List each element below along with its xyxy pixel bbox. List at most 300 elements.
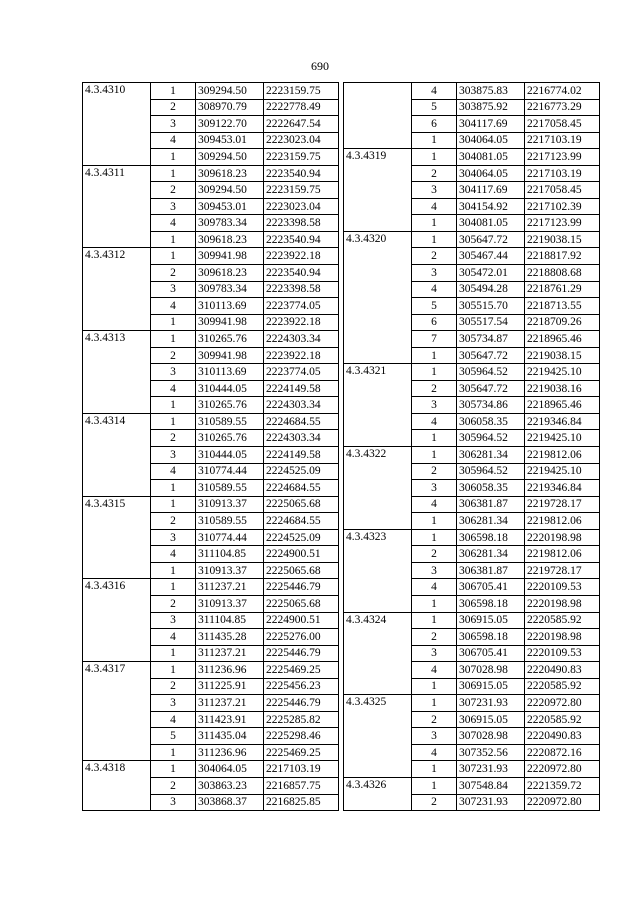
table-row <box>83 794 339 811</box>
y-coordinate-cell: 2224684.55 <box>264 513 339 530</box>
y-coordinate-cell: 2220585.92 <box>525 711 600 728</box>
table-row <box>83 496 339 513</box>
x-coordinate-cell: 304117.69 <box>457 116 525 133</box>
y-coordinate-cell: 2224684.55 <box>264 480 339 497</box>
y-coordinate-cell: 2218713.55 <box>525 298 600 315</box>
x-coordinate-cell: 307028.98 <box>457 662 525 679</box>
parcel-id-cell <box>344 331 412 348</box>
y-coordinate-cell: 2223774.05 <box>264 298 339 315</box>
point-number-cell: 4 <box>151 215 196 232</box>
x-coordinate-cell: 304117.69 <box>457 182 525 199</box>
table-row <box>344 695 600 712</box>
x-coordinate-cell: 310113.69 <box>196 298 264 315</box>
parcel-id-cell <box>83 397 151 414</box>
table-row <box>83 198 339 215</box>
x-coordinate-cell: 307548.84 <box>457 777 525 794</box>
point-number-cell: 2 <box>412 380 457 397</box>
x-coordinate-cell: 304064.05 <box>196 761 264 778</box>
x-coordinate-cell: 310913.37 <box>196 562 264 579</box>
point-number-cell: 1 <box>151 231 196 248</box>
table-row <box>344 281 600 298</box>
y-coordinate-cell: 2224303.34 <box>264 397 339 414</box>
point-number-cell: 4 <box>151 132 196 149</box>
y-coordinate-cell: 2217103.19 <box>525 132 600 149</box>
parcel-id-cell <box>83 447 151 464</box>
table-row <box>344 728 600 745</box>
x-coordinate-cell: 309294.50 <box>196 182 264 199</box>
parcel-id-cell <box>83 645 151 662</box>
point-number-cell: 1 <box>151 83 196 100</box>
point-number-cell: 4 <box>412 579 457 596</box>
point-number-cell: 3 <box>151 116 196 133</box>
y-coordinate-cell: 2224900.51 <box>264 612 339 629</box>
point-number-cell: 1 <box>412 529 457 546</box>
table-row <box>344 595 600 612</box>
x-coordinate-cell: 310444.05 <box>196 447 264 464</box>
x-coordinate-cell: 306598.18 <box>457 595 525 612</box>
table-row <box>83 165 339 182</box>
parcel-id-cell <box>83 132 151 149</box>
y-coordinate-cell: 2223922.18 <box>264 314 339 331</box>
table-row <box>344 777 600 794</box>
point-number-cell: 2 <box>412 248 457 265</box>
point-number-cell: 1 <box>412 132 457 149</box>
point-number-cell: 4 <box>412 662 457 679</box>
point-number-cell: 1 <box>412 695 457 712</box>
table-row <box>344 116 600 133</box>
x-coordinate-cell: 305964.52 <box>457 463 525 480</box>
x-coordinate-cell: 311423.91 <box>196 711 264 728</box>
parcel-id-cell <box>83 347 151 364</box>
y-coordinate-cell: 2218808.68 <box>525 265 600 282</box>
y-coordinate-cell: 2217123.99 <box>525 215 600 232</box>
parcel-id-cell <box>344 562 412 579</box>
x-coordinate-cell: 308970.79 <box>196 99 264 116</box>
parcel-id-cell <box>83 281 151 298</box>
table-row <box>344 347 600 364</box>
table-row <box>344 215 600 232</box>
x-coordinate-cell: 309453.01 <box>196 198 264 215</box>
point-number-cell: 3 <box>412 645 457 662</box>
table-row <box>83 480 339 497</box>
x-coordinate-cell: 303868.37 <box>196 794 264 811</box>
y-coordinate-cell: 2225065.68 <box>264 562 339 579</box>
x-coordinate-cell: 306281.34 <box>457 513 525 530</box>
y-coordinate-cell: 2220198.98 <box>525 595 600 612</box>
y-coordinate-cell: 2219812.06 <box>525 513 600 530</box>
parcel-id-cell <box>83 794 151 811</box>
parcel-id-cell <box>344 430 412 447</box>
parcel-id-cell <box>83 678 151 695</box>
y-coordinate-cell: 2224149.58 <box>264 380 339 397</box>
x-coordinate-cell: 310265.76 <box>196 397 264 414</box>
table-row <box>83 265 339 282</box>
point-number-cell: 2 <box>412 711 457 728</box>
parcel-id-cell <box>83 529 151 546</box>
parcel-id-cell <box>83 198 151 215</box>
parcel-id-cell <box>344 281 412 298</box>
table-row <box>344 579 600 596</box>
parcel-id-cell <box>83 546 151 563</box>
x-coordinate-cell: 307231.93 <box>457 794 525 811</box>
parcel-id-cell <box>344 413 412 430</box>
x-coordinate-cell: 305467.44 <box>457 248 525 265</box>
table-row <box>344 248 600 265</box>
y-coordinate-cell: 2218709.26 <box>525 314 600 331</box>
table-row <box>83 215 339 232</box>
x-coordinate-cell: 311435.28 <box>196 629 264 646</box>
table-row <box>83 331 339 348</box>
parcel-id-cell <box>83 728 151 745</box>
parcel-id-cell <box>344 761 412 778</box>
x-coordinate-cell: 311236.96 <box>196 744 264 761</box>
point-number-cell: 4 <box>412 83 457 100</box>
parcel-id-cell <box>344 380 412 397</box>
y-coordinate-cell: 2223159.75 <box>264 149 339 166</box>
parcel-id-cell <box>344 595 412 612</box>
parcel-id-cell <box>344 463 412 480</box>
parcel-id-cell <box>344 83 412 100</box>
x-coordinate-cell: 305494.28 <box>457 281 525 298</box>
parcel-id-cell <box>83 612 151 629</box>
table-row <box>344 562 600 579</box>
x-coordinate-cell: 304154.92 <box>457 198 525 215</box>
point-number-cell: 4 <box>412 496 457 513</box>
parcel-id-cell: 4.3.4325 <box>344 695 412 712</box>
parcel-id-cell <box>344 215 412 232</box>
table-row <box>344 711 600 728</box>
x-coordinate-cell: 306915.05 <box>457 711 525 728</box>
y-coordinate-cell: 2219346.84 <box>525 480 600 497</box>
x-coordinate-cell: 305734.86 <box>457 397 525 414</box>
table-row <box>83 281 339 298</box>
y-coordinate-cell: 2223398.58 <box>264 215 339 232</box>
x-coordinate-cell: 306058.35 <box>457 413 525 430</box>
point-number-cell: 4 <box>151 380 196 397</box>
parcel-id-cell <box>83 562 151 579</box>
y-coordinate-cell: 2216857.75 <box>264 777 339 794</box>
point-number-cell: 2 <box>412 794 457 811</box>
y-coordinate-cell: 2220109.53 <box>525 579 600 596</box>
y-coordinate-cell: 2223540.94 <box>264 231 339 248</box>
y-coordinate-cell: 2219812.06 <box>525 546 600 563</box>
table-row <box>83 645 339 662</box>
point-number-cell: 1 <box>151 165 196 182</box>
table-row <box>83 380 339 397</box>
parcel-id-cell <box>344 579 412 596</box>
point-number-cell: 4 <box>412 413 457 430</box>
y-coordinate-cell: 2220872.16 <box>525 744 600 761</box>
x-coordinate-cell: 306915.05 <box>457 678 525 695</box>
x-coordinate-cell: 305515.70 <box>457 298 525 315</box>
table-row <box>83 83 339 100</box>
x-coordinate-cell: 309783.34 <box>196 215 264 232</box>
parcel-id-cell <box>83 711 151 728</box>
parcel-id-cell <box>83 215 151 232</box>
parcel-id-cell <box>83 265 151 282</box>
y-coordinate-cell: 2225446.79 <box>264 645 339 662</box>
parcel-id-cell <box>83 99 151 116</box>
table-row <box>344 132 600 149</box>
point-number-cell: 3 <box>151 612 196 629</box>
parcel-id-cell: 4.3.4323 <box>344 529 412 546</box>
table-row <box>83 777 339 794</box>
table-row <box>344 198 600 215</box>
x-coordinate-cell: 303863.23 <box>196 777 264 794</box>
x-coordinate-cell: 305647.72 <box>457 380 525 397</box>
y-coordinate-cell: 2224303.34 <box>264 331 339 348</box>
y-coordinate-cell: 2223398.58 <box>264 281 339 298</box>
parcel-id-cell <box>344 728 412 745</box>
coordinates-table-left <box>82 82 339 811</box>
table-row <box>83 314 339 331</box>
x-coordinate-cell: 309294.50 <box>196 83 264 100</box>
table-row <box>83 149 339 166</box>
y-coordinate-cell: 2225469.25 <box>264 744 339 761</box>
table-row <box>344 83 600 100</box>
point-number-cell: 2 <box>151 347 196 364</box>
table-row <box>344 662 600 679</box>
parcel-id-cell <box>344 116 412 133</box>
y-coordinate-cell: 2224525.09 <box>264 463 339 480</box>
table-row <box>83 728 339 745</box>
table-row <box>83 116 339 133</box>
point-number-cell: 1 <box>412 430 457 447</box>
point-number-cell: 3 <box>151 198 196 215</box>
x-coordinate-cell: 305472.01 <box>457 265 525 282</box>
table-row <box>344 99 600 116</box>
parcel-id-cell <box>344 397 412 414</box>
point-number-cell: 4 <box>151 629 196 646</box>
x-coordinate-cell: 310444.05 <box>196 380 264 397</box>
parcel-id-cell: 4.3.4315 <box>83 496 151 513</box>
y-coordinate-cell: 2225298.46 <box>264 728 339 745</box>
y-coordinate-cell: 2216773.29 <box>525 99 600 116</box>
x-coordinate-cell: 311225.91 <box>196 678 264 695</box>
point-number-cell: 2 <box>151 678 196 695</box>
table-row <box>83 678 339 695</box>
y-coordinate-cell: 2220972.80 <box>525 695 600 712</box>
table-row <box>344 496 600 513</box>
point-number-cell: 3 <box>412 182 457 199</box>
x-coordinate-cell: 309783.34 <box>196 281 264 298</box>
table-row <box>344 529 600 546</box>
point-number-cell: 6 <box>412 116 457 133</box>
parcel-id-cell <box>83 149 151 166</box>
parcel-id-cell <box>83 380 151 397</box>
y-coordinate-cell: 2218817.92 <box>525 248 600 265</box>
y-coordinate-cell: 2217058.45 <box>525 182 600 199</box>
x-coordinate-cell: 303875.83 <box>457 83 525 100</box>
point-number-cell: 1 <box>412 231 457 248</box>
x-coordinate-cell: 305647.72 <box>457 231 525 248</box>
table-row <box>83 744 339 761</box>
point-number-cell: 3 <box>412 265 457 282</box>
table-row <box>83 364 339 381</box>
table-row <box>344 546 600 563</box>
x-coordinate-cell: 310774.44 <box>196 463 264 480</box>
x-coordinate-cell: 309941.98 <box>196 347 264 364</box>
table-row <box>344 463 600 480</box>
table-row <box>344 645 600 662</box>
table-row <box>344 629 600 646</box>
x-coordinate-cell: 310113.69 <box>196 364 264 381</box>
x-coordinate-cell: 309618.23 <box>196 231 264 248</box>
y-coordinate-cell: 2220585.92 <box>525 612 600 629</box>
point-number-cell: 2 <box>151 430 196 447</box>
y-coordinate-cell: 2223540.94 <box>264 165 339 182</box>
parcel-id-cell: 4.3.4316 <box>83 579 151 596</box>
point-number-cell: 5 <box>151 728 196 745</box>
y-coordinate-cell: 2224900.51 <box>264 546 339 563</box>
y-coordinate-cell: 2224149.58 <box>264 447 339 464</box>
parcel-id-cell <box>344 165 412 182</box>
point-number-cell: 2 <box>412 165 457 182</box>
coordinates-table-right <box>343 82 600 811</box>
point-number-cell: 1 <box>412 612 457 629</box>
parcel-id-cell <box>344 496 412 513</box>
table-row <box>344 430 600 447</box>
point-number-cell: 2 <box>412 629 457 646</box>
table-row <box>344 165 600 182</box>
table-row <box>83 662 339 679</box>
x-coordinate-cell: 311435.04 <box>196 728 264 745</box>
table-row <box>344 413 600 430</box>
table-row <box>344 231 600 248</box>
x-coordinate-cell: 305517.54 <box>457 314 525 331</box>
parcel-id-cell <box>83 695 151 712</box>
point-number-cell: 3 <box>412 397 457 414</box>
point-number-cell: 1 <box>412 595 457 612</box>
x-coordinate-cell: 306381.87 <box>457 562 525 579</box>
page-number: 690 <box>311 59 329 73</box>
table-row <box>83 595 339 612</box>
point-number-cell: 7 <box>412 331 457 348</box>
x-coordinate-cell: 306058.35 <box>457 480 525 497</box>
point-number-cell: 2 <box>151 777 196 794</box>
table-row <box>83 761 339 778</box>
table-row <box>83 629 339 646</box>
parcel-id-cell <box>344 678 412 695</box>
table-row <box>83 132 339 149</box>
x-coordinate-cell: 311237.21 <box>196 645 264 662</box>
y-coordinate-cell: 2216774.02 <box>525 83 600 100</box>
parcel-id-cell <box>83 314 151 331</box>
y-coordinate-cell: 2223159.75 <box>264 83 339 100</box>
point-number-cell: 1 <box>151 480 196 497</box>
point-number-cell: 1 <box>151 761 196 778</box>
y-coordinate-cell: 2219038.16 <box>525 380 600 397</box>
table-row <box>83 99 339 116</box>
parcel-id-cell <box>83 231 151 248</box>
x-coordinate-cell: 305647.72 <box>457 347 525 364</box>
table-row <box>344 331 600 348</box>
y-coordinate-cell: 2223774.05 <box>264 364 339 381</box>
y-coordinate-cell: 2224525.09 <box>264 529 339 546</box>
x-coordinate-cell: 310589.55 <box>196 480 264 497</box>
table-row <box>83 711 339 728</box>
y-coordinate-cell: 2218761.29 <box>525 281 600 298</box>
y-coordinate-cell: 2224303.34 <box>264 430 339 447</box>
parcel-id-cell <box>83 364 151 381</box>
parcel-id-cell <box>344 794 412 811</box>
y-coordinate-cell: 2217103.19 <box>264 761 339 778</box>
table-row <box>83 447 339 464</box>
table-row <box>344 149 600 166</box>
x-coordinate-cell: 311104.85 <box>196 612 264 629</box>
parcel-id-cell <box>344 645 412 662</box>
parcel-id-cell: 4.3.4320 <box>344 231 412 248</box>
table-row <box>344 513 600 530</box>
point-number-cell: 4 <box>151 463 196 480</box>
x-coordinate-cell: 304064.05 <box>457 132 525 149</box>
point-number-cell: 2 <box>151 182 196 199</box>
x-coordinate-cell: 309294.50 <box>196 149 264 166</box>
y-coordinate-cell: 2220490.83 <box>525 662 600 679</box>
parcel-id-cell: 4.3.4318 <box>83 761 151 778</box>
parcel-id-cell <box>344 298 412 315</box>
y-coordinate-cell: 2219346.84 <box>525 413 600 430</box>
parcel-id-cell <box>83 182 151 199</box>
parcel-id-cell <box>83 595 151 612</box>
y-coordinate-cell: 2219425.10 <box>525 463 600 480</box>
x-coordinate-cell: 311104.85 <box>196 546 264 563</box>
x-coordinate-cell: 306915.05 <box>457 612 525 629</box>
point-number-cell: 1 <box>412 777 457 794</box>
y-coordinate-cell: 2223023.04 <box>264 198 339 215</box>
parcel-id-cell <box>83 513 151 530</box>
table-row <box>83 513 339 530</box>
y-coordinate-cell: 2223159.75 <box>264 182 339 199</box>
x-coordinate-cell: 309618.23 <box>196 265 264 282</box>
parcel-id-cell <box>83 430 151 447</box>
parcel-id-cell <box>344 347 412 364</box>
y-coordinate-cell: 2223922.18 <box>264 347 339 364</box>
point-number-cell: 1 <box>412 761 457 778</box>
table-row <box>344 314 600 331</box>
point-number-cell: 1 <box>412 149 457 166</box>
x-coordinate-cell: 309941.98 <box>196 314 264 331</box>
point-number-cell: 1 <box>412 447 457 464</box>
parcel-id-cell <box>83 629 151 646</box>
parcel-id-cell: 4.3.4312 <box>83 248 151 265</box>
point-number-cell: 4 <box>412 744 457 761</box>
point-number-cell: 2 <box>412 463 457 480</box>
parcel-id-cell: 4.3.4319 <box>344 149 412 166</box>
table-row <box>344 380 600 397</box>
table-row <box>83 347 339 364</box>
point-number-cell: 4 <box>412 281 457 298</box>
point-number-cell: 1 <box>151 579 196 596</box>
x-coordinate-cell: 309941.98 <box>196 248 264 265</box>
x-coordinate-cell: 306281.34 <box>457 447 525 464</box>
parcel-id-cell <box>344 480 412 497</box>
y-coordinate-cell: 2220972.80 <box>525 761 600 778</box>
point-number-cell: 5 <box>412 99 457 116</box>
table-row <box>83 248 339 265</box>
point-number-cell: 1 <box>151 645 196 662</box>
y-coordinate-cell: 2219425.10 <box>525 430 600 447</box>
y-coordinate-cell: 2219038.15 <box>525 347 600 364</box>
y-coordinate-cell: 2223023.04 <box>264 132 339 149</box>
x-coordinate-cell: 307231.93 <box>457 695 525 712</box>
x-coordinate-cell: 307028.98 <box>457 728 525 745</box>
x-coordinate-cell: 304081.05 <box>457 215 525 232</box>
parcel-id-cell: 4.3.4317 <box>83 662 151 679</box>
parcel-id-cell <box>344 265 412 282</box>
point-number-cell: 4 <box>151 298 196 315</box>
y-coordinate-cell: 2221359.72 <box>525 777 600 794</box>
